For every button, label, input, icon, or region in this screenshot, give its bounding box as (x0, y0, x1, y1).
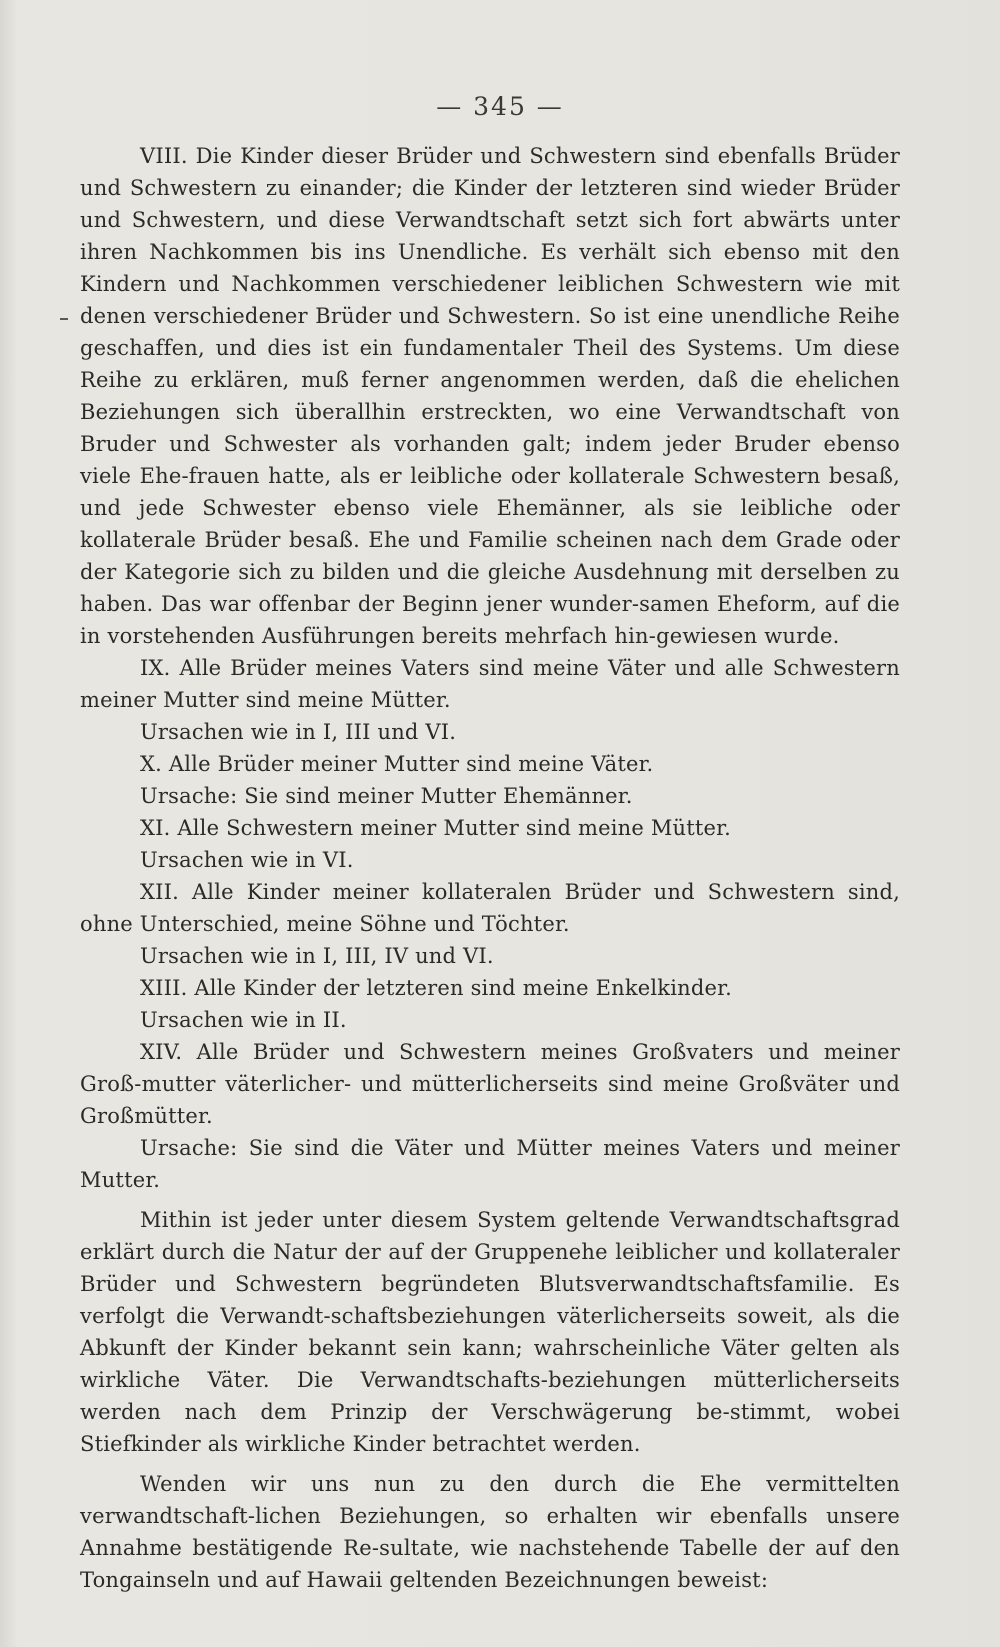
paragraph-xiv: XIV. Alle Brüder und Schwestern meines Großvaters und meiner Groß-mutter väterlicher- und mütterlicherseits sind meine Großväter und Großmütter. (80, 1040, 900, 1128)
paragraph-xi-cause: Ursachen wie in VI. (140, 848, 354, 872)
paragraph-marriage-relations: Wenden wir uns nun zu den durch die Ehe vermittelten verwandtschaft-lichen Beziehungen, so erhalten wir ebenfalls unsere Annahme bestätigende Re-sultate, wie nachstehende Tabelle der auf den Tongainseln und auf Hawaii geltenden Bezeichnungen beweist: (80, 1472, 900, 1592)
paragraph-conclusion: Mithin ist jeder unter diesem System geltende Verwandtschaftsgrad erklärt durch die Natur der auf der Gruppenehe leiblicher und kollateraler Brüder und Schwestern begründeten Blutsverwandtschaftsfamilie. Es verfolgt die Verwandt-schaftsbeziehungen väterlicherseits soweit, als die Abkunft der Kinder bekannt sein kann; wahrscheinliche Väter gelten als wirkliche Väter. Die Verwandtschafts-beziehungen mütterlicherseits werden nach dem Prinzip der Verschwägerung be-stimmt, wobei Stiefkinder als wirkliche Kinder betrachtet werden. (80, 1208, 900, 1456)
paragraph-xiii-cause: Ursachen wie in II. (140, 1008, 347, 1032)
paragraph-x-cause: Ursache: Sie sind meiner Mutter Ehemänner. (140, 784, 633, 808)
paragraph-xiv-cause: Ursache: Sie sind die Väter und Mütter meines Vaters und meiner Mutter. (80, 1136, 900, 1192)
paragraph-xiii: XIII. Alle Kinder der letzteren sind meine Enkelkinder. (140, 976, 732, 1000)
paragraph-xii: XII. Alle Kinder meiner kollateralen Brüder und Schwestern sind, ohne Unterschied, meine Söhne und Töchter. (80, 880, 900, 936)
paragraph-xii-cause: Ursachen wie in I, III, IV und VI. (140, 944, 494, 968)
body-text (80, 140, 900, 1596)
margin-mark (60, 318, 68, 320)
paragraph-ix-cause: Ursachen wie in I, III und VI. (140, 720, 457, 744)
paragraph-xi: XI. Alle Schwestern meiner Mutter sind meine Mütter. (140, 816, 731, 840)
paragraph-ix: IX. Alle Brüder meines Vaters sind meine Väter und alle Schwestern meiner Mutter sind meine Mütter. (80, 656, 900, 712)
paragraph-x: X. Alle Brüder meiner Mutter sind meine Väter. (140, 752, 654, 776)
paragraph-viii: VIII. Die Kinder dieser Brüder und Schwestern sind ebenfalls Brüder und Schwestern zu einander; die Kinder der letzteren sind wieder Brüder und Schwestern, und diese Verwandtschaft setzt sich fort abwärts unter ihren Nachkommen bis ins Unendliche. Es verhält sich ebenso mit den Kindern und Nachkommen verschiedener leiblichen Schwestern wie mit denen verschiedener Brüder und Schwestern. So ist eine unendliche Reihe geschaffen, und dies ist ein fundamentaler Theil des Systems. Um diese Reihe zu erklären, muß ferner angenommen werden, daß die ehelichen Beziehungen sich überallhin erstreckten, wo eine Verwandtschaft von Bruder und Schwester als vorhanden galt; indem jeder Bruder ebenso viele Ehe-frauen hatte, als er leibliche oder kollaterale Schwestern besaß, und jede Schwester ebenso viele Ehemänner, als sie leibliche oder kollaterale Brüder besaß. Ehe und Familie scheinen nach dem Grade oder der Kategorie sich zu bilden und die gleiche Ausdehnung mit derselben zu haben. Das war offenbar der Beginn jener wunder-samen Eheform, auf die in vorstehenden Ausführungen bereits mehrfach hin-gewiesen wurde. (80, 144, 900, 648)
page-number: — 345 — (436, 92, 564, 121)
